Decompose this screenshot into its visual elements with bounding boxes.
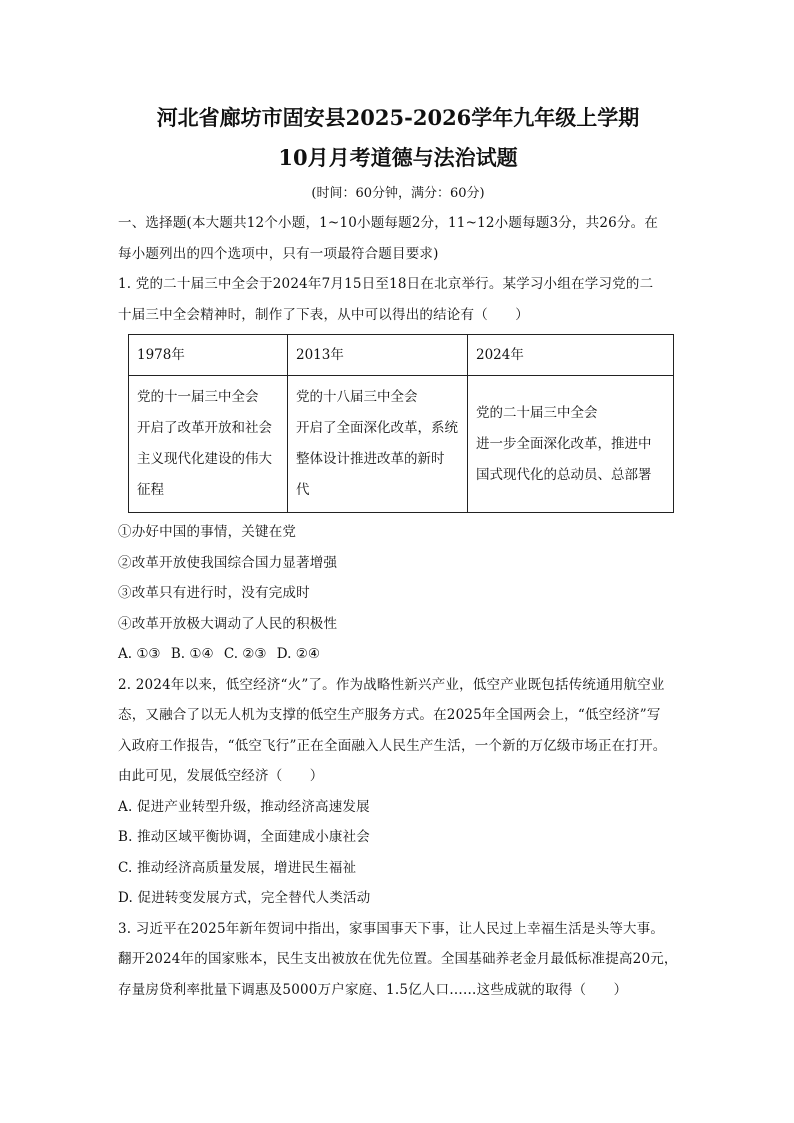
- table-header-row: [129, 335, 674, 376]
- exam-info: (时间：60分钟，满分：60分): [311, 186, 485, 201]
- option-c[interactable]: C. ②③: [223, 646, 267, 662]
- question-stem-line: 1. 党的二十届三中全会于2024年7月15日至18日在北京举行。某学习小组在学习党的二: [118, 276, 654, 292]
- cell-line: 征程: [137, 482, 164, 498]
- exam-title-line2: 10月月考道德与法治试题: [278, 145, 518, 170]
- cell-line: 整体设计推进改革的新时: [296, 451, 445, 467]
- option-a[interactable]: A. ①③: [118, 646, 161, 662]
- table-cell: [288, 376, 468, 513]
- exam-page: [118, 96, 678, 1005]
- table-header-cell: 1978年: [129, 335, 288, 376]
- option-a[interactable]: A. 促进产业转型升级，推动经济高速发展: [118, 798, 370, 815]
- question-stem-line: 由此可见，发展低空经济（ ）: [118, 768, 324, 784]
- question-stem-line: 态，又融合了以无人机为支撑的低空生产服务方式。在2025年全国两会上，“低空经济”写: [118, 707, 661, 723]
- instruction-line: 一、选择题(本大题共12个小题，1~10小题每题2分，11~12小题每题3分，共26分。在: [118, 215, 659, 231]
- cell-line: 开启了改革开放和社会: [137, 420, 272, 436]
- statement: ③改革只有进行时，没有完成时: [118, 585, 310, 601]
- option-b[interactable]: B. 推动区域平衡协调，全面建成小康社会: [118, 829, 371, 845]
- option-b[interactable]: B. ①④: [170, 646, 214, 662]
- table-header-cell: 2013年: [288, 335, 468, 376]
- option-d[interactable]: D. 促进转变发展方式，完全替代人类活动: [118, 890, 371, 906]
- statement: ②改革开放使我国综合国力显著增强: [118, 554, 338, 571]
- table-header-cell: 2024年: [468, 335, 674, 376]
- q1-table: [128, 334, 674, 513]
- cell-line: 党的二十届三中全会: [476, 404, 598, 421]
- option-c[interactable]: C. 推动经济高质量发展，增进民生福祉: [118, 859, 357, 876]
- option-d[interactable]: D. ②④: [276, 646, 320, 662]
- question-3: [118, 914, 678, 1006]
- cell-line: 党的十八届三中全会: [296, 389, 418, 405]
- table-cell: [468, 376, 674, 513]
- question-stem-line: 十届三中全会精神时，制作了下表，从中可以得出的结论有（ ）: [118, 306, 529, 323]
- instruction-line: 每小题列出的四个选项中，只有一项最符合题目要求): [118, 245, 439, 262]
- cell-line: 进一步全面深化改革，推进中: [476, 435, 652, 452]
- table-row: [129, 376, 674, 513]
- statement: ④改革开放极大调动了人民的积极性: [118, 615, 338, 632]
- q1-options: [118, 639, 678, 670]
- question-stem-line: 存量房贷利率批量下调惠及5000万户家庭、1.5亿人口……这些成就的取得（ ）: [118, 981, 628, 998]
- question-2: [118, 670, 678, 914]
- table-cell: [129, 376, 288, 513]
- question-stem-line: 3. 习近平在2025年新年贺词中指出，家事国事天下事，让人民过上幸福生活是头等大事。: [118, 920, 665, 937]
- cell-line: 国式现代化的总动员、总部署: [476, 466, 652, 483]
- exam-title-line1: 河北省廊坊市固安县2025-2026学年九年级上学期: [156, 105, 640, 130]
- question-stem-line: 入政府工作报告，“低空飞行”正在全面融入人民生产生活，一个新的万亿级市场正在打开。: [118, 737, 667, 754]
- cell-line: 代: [296, 482, 310, 498]
- question-stem-line: 2. 2024年以来，低空经济“火”了。作为战略性新兴产业，低空产业既包括传统通用航空业: [118, 676, 665, 693]
- cell-line: 党的十一届三中全会: [137, 389, 259, 405]
- question-1: [118, 269, 678, 670]
- section1-instruction: [118, 208, 678, 269]
- question-stem-line: 翻开2024年的国家账本，民生支出被放在优先位置。全国基础养老金月最低标准提高20元，: [118, 951, 678, 967]
- cell-line: 主义现代化建设的伟大: [137, 451, 272, 467]
- statement: ①办好中国的事情，关键在党: [118, 524, 297, 540]
- cell-line: 开启了全面深化改革，系统: [296, 420, 458, 436]
